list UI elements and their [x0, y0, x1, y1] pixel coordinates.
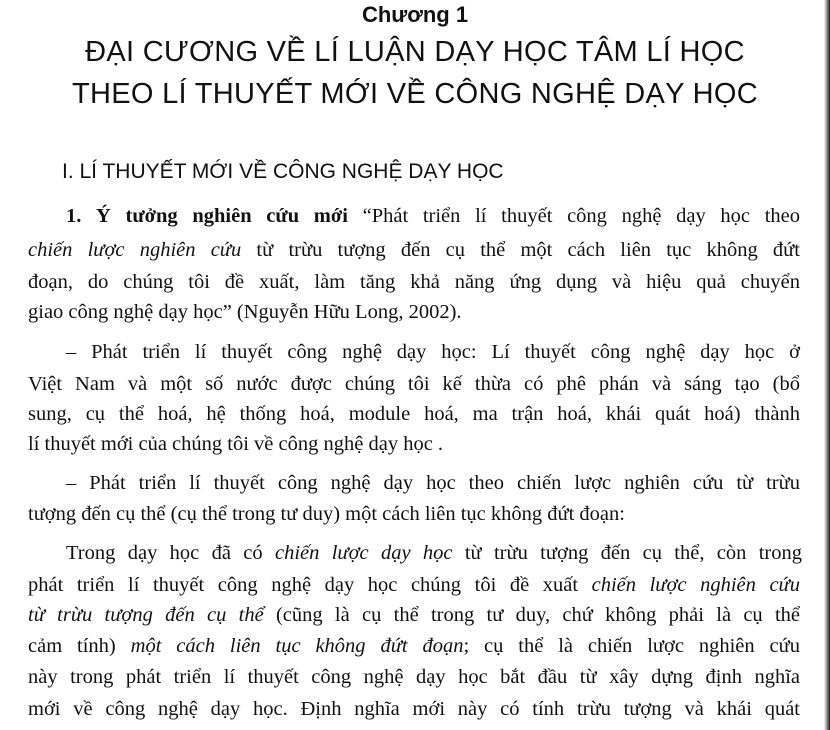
paragraph-1-line-1: [66, 206, 800, 227]
italic-run: một cách liên tục không đứt đoạn: [130, 635, 464, 657]
paragraph-4-line-4: [28, 636, 800, 657]
text-run: ; cụ thể là chiến lược nghiên cứu: [463, 635, 800, 657]
text-run: (cũng là cụ thể trong tư duy, chứ không phải là cụ thể: [263, 604, 800, 626]
paragraph-2-line-4: lí thuyết mới của chúng tôi về công nghệ dạy học .: [28, 433, 444, 455]
paragraph-1-line-3: đoạn, do chúng tôi đề xuất, làm tăng khả năng ứng dụng và hiệu quả chuyển: [28, 271, 800, 293]
idea-heading: 1. Ý tưởng nghiên cứu mới: [66, 205, 348, 227]
text-run: “Phát triển lí thuyết công nghệ dạy học theo: [347, 205, 800, 227]
italic-run: chiến lược nghiên cứu: [28, 239, 242, 261]
text-run: phát triển lí thuyết công nghệ dạy học chúng tôi đề xuất: [28, 574, 592, 596]
text-run: cảm tính): [28, 635, 131, 657]
chapter-title-line-1: ĐẠI CƯƠNG VỀ LÍ LUẬN DẠY HỌC TÂM LÍ HỌC: [85, 36, 745, 68]
text-run: từ trừu tượng đến cụ thể một cách liên tục không đứt: [241, 239, 800, 261]
italic-run: chiến lược dạy học: [274, 542, 453, 564]
scan-edge-shadow: [824, 0, 830, 730]
paragraph-1-line-2: [28, 240, 800, 261]
paragraph-4-line-3: [28, 605, 800, 626]
paragraph-4-line-6: mới về công nghệ dạy học. Định nghĩa mới này có tính trừu tượng và khái quát: [28, 698, 800, 720]
chapter-title-line-2: THEO LÍ THUYẾT MỚI VỀ CÔNG NGHỆ DẠY HỌC: [72, 78, 758, 110]
paragraph-2-line-1: – Phát triển lí thuyết công nghệ dạy học: Lí thuyết công nghệ dạy học ở: [66, 341, 800, 363]
paragraph-3-line-1: – Phát triển lí thuyết công nghệ dạy học theo chiến lược nghiên cứu từ trừu: [66, 472, 800, 494]
italic-run: từ trừu tượng đến cụ thể: [28, 604, 264, 626]
paragraph-4-line-1: [66, 543, 802, 564]
text-run: từ trừu tượng đến cụ thể, còn trong: [452, 542, 802, 564]
section-heading: I. LÍ THUYẾT MỚI VỀ CÔNG NGHỆ DẠY HỌC: [62, 160, 504, 183]
chapter-label: Chương 1: [361, 2, 469, 27]
text-run: Trong dạy học đã có: [66, 542, 275, 564]
paragraph-4-line-5: này trong phát triển lí thuyết công nghệ dạy học bắt đầu từ xây dựng định nghĩa: [28, 666, 800, 688]
italic-run: chiến lược nghiên cứu: [591, 574, 800, 596]
paragraph-2-line-3: sung, cụ thể hoá, hệ thống hoá, module hoá, ma trận hoá, khái quát hoá) thành: [28, 403, 800, 425]
paragraph-1-line-4: giao công nghệ dạy học” (Nguyễn Hữu Long, 2002).: [28, 301, 462, 323]
paragraph-2-line-2: Việt Nam và một số nước được chúng tôi kế thừa có phê phán và sáng tạo (bổ: [28, 373, 800, 395]
paragraph-3-line-2: tượng đến cụ thể (cụ thể trong tư duy) một cách liên tục không đứt đoạn:: [28, 503, 625, 525]
paragraph-4-line-2: [28, 575, 800, 596]
